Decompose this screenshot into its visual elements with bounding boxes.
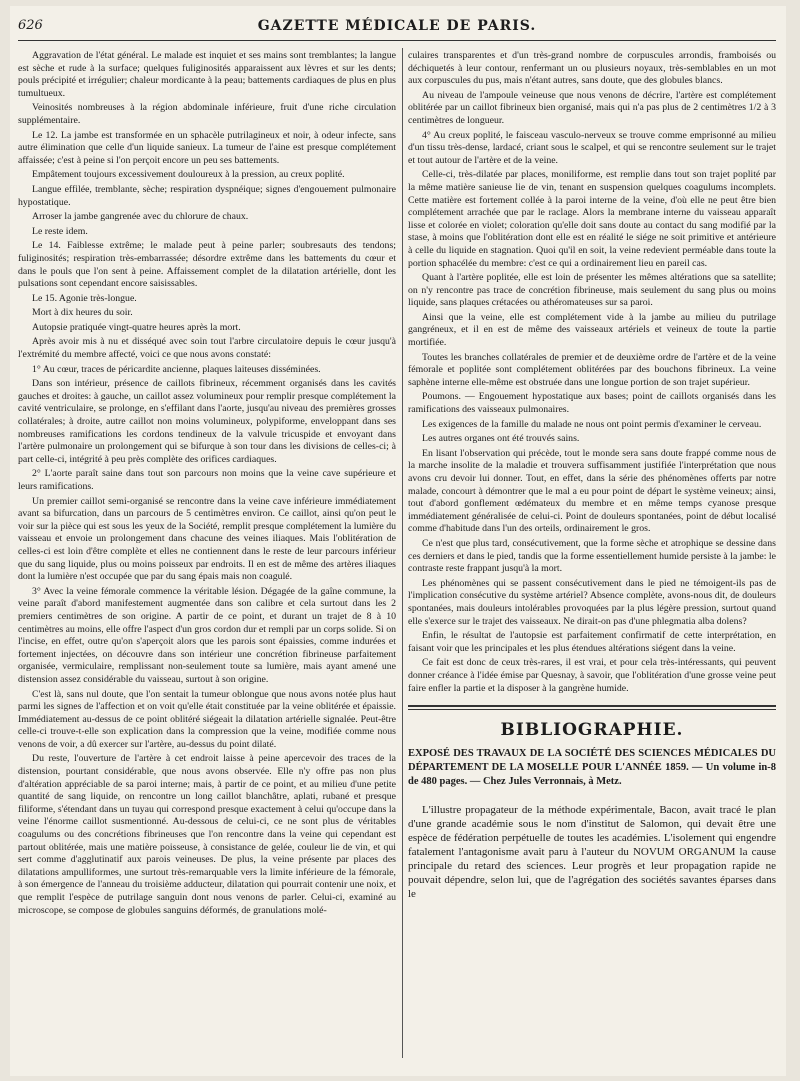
section-rule-thin	[408, 709, 776, 710]
column-divider	[402, 48, 403, 1058]
bibliography-title: BIBLIOGRAPHIE.	[500, 720, 684, 741]
paragraph: Poumons. — Engouement hypostatique aux bases; point de caillots organisés dans les ramifications des vaisseaux pulmonaires.	[408, 391, 776, 416]
section-rule	[408, 705, 776, 707]
paragraph: Celle-ci, très-dilatée par places, moniliforme, est remplie dans tout son trajet poplité par la même matière sanieuse lie de vin, tenant en suspension quelques coagulums incomplets. Cette matière est fortement collée à la paroi interne de la veine, d'où elle ne peut être bien complétement arrachée que par le raclage. Alors la membrane interne du vaisseau apparaît lisse et colorée en violet; coloration qu'elle doit sans doute au contact du sang modifié par la stase, à moins que l'oblitération dont elle est en réalité le siége ne soit primitive et antérieure à celle du liquide en stagnation. Quoi qu'il en soit, la veine redevient perméable dans toute la portion sphacélée du membre: c'est ce qui a ordinairement lieu en pareil cas.	[408, 169, 776, 269]
paragraph: Le reste idem.	[32, 225, 88, 237]
paragraph: Aggravation de l'état général. Le malade est inquiet et ses mains sont tremblantes; la langue est sèche et rude à la surface; quelques fuliginosités apparaissent aux lèvres et sur les dents; pouls précipité et irrégulier; chaleur mordicante à la peau; battements cardiaques de plus en plus tumultueux.	[18, 50, 396, 99]
paragraph: Ce n'est que plus tard, consécutivement, que la forme sèche et atrophique se dessine dans ces derniers et dans le pied, tandis que la forme essentiellement humide persiste à la jambe: le contraste reste frappant jusqu'à la mort.	[408, 537, 776, 575]
paragraph: Langue effilée, tremblante, sèche; respiration dyspnéique; signes d'engouement pulmonaire hypostatique.	[18, 183, 396, 208]
right-column	[408, 50, 776, 903]
left-column	[18, 50, 396, 919]
paragraph: Toutes les branches collatérales de premier et de deuxième ordre de l'artère et de la veine fémorale et poplitée sont complétement oblitérées par des bouchons fibrineux. La veine saphène interne elle-même est obstruée dans une longue portion de son trajet supérieur.	[408, 351, 776, 388]
paragraph: Enfin, le résultat de l'autopsie est parfaitement confirmatif de cette interprétation, en faisant voir que les principales et les plus étendues altérations siégent dans la veine.	[408, 630, 776, 654]
paragraph: 4° Au creux poplité, le faisceau vasculo-nerveux se trouve comme emprisonné au milieu d'un tissu très-dense, lardacé, criant sous le scalpel, et qui se rencontre seulement sur le trajet et tout autour de l'artère et de la veine.	[408, 129, 776, 166]
paragraph: Le 14. Faiblesse extrême; le malade peut à peine parler; soubresauts des tendons; fuliginosités; respiration très-embarrassée; désordre extrême dans les battements du cœur et dans le pouls que l'on sent à peine. Affaissement complet de la dilatation artérielle, dont les pulsations sont cependant encore saisissables.	[18, 240, 396, 290]
page-header	[18, 18, 776, 41]
paragraph: Au niveau de l'ampoule veineuse que nous venons de décrire, l'artère est complétement oblitérée par un caillot fibrineux bien organisé, mais qui n'a pas plus de 2 centimètres 1/2 à 3 centimètres de longueur.	[408, 89, 776, 126]
paragraph: Du reste, l'ouverture de l'artère à cet endroit laisse à peine apercevoir des traces de la distension, pourtant considérable, que nous avons observée. Elle n'y offre pas non plus d'altération appréciable de sa paroi interne; mais, à partir de ce point, et au milieu d'une petite quantité de sang liquide, on rencontre un long caillot blanchâtre, aplati, rubané et presque filiforme, s'étendant dans un tuyau qui correspond presque exactement à celui qu'occupe dans la veine l'énorme caillot susmentionné. Au-dessous de celui-ci, ce ne sont plus de véritables coagulums ou des concrétions fibrineuses que l'on rencontre dans la veine qui cependant est partout oblitérée, mais une matière poisseuse, à consistance de gelée, couleur lie de vin, et qui sert comme d'agglutinatif aux parois veineuses. De plus, la veine présente par places des dilatations ampulliformes, une surtout très-remarquable vers la limite inférieure de la fémorale, à son émergence de l'anneau du troisième adducteur, dilatation qui pourrait contenir une noix, et que remplit l'espèce de putrilage sanguin dont nous venons de parler. Celui-ci, examiné au microscope, se compose de globules sanguins déformés, de granulations molé-	[18, 753, 396, 916]
bibliography-heading: EXPOSÉ DES TRAVAUX DE LA SOCIÉTÉ DES SCIENCES MÉDICALES DU DÉPARTEMENT DE LA MOSELLE POUR L'ANNÉE 1859. — Un volume in-8 de 480 pages. — Chez Jules Verronnais, à Metz.	[408, 747, 776, 787]
paragraph: Empâtement toujours excessivement douloureux à la pression, au creux poplité.	[32, 169, 345, 181]
paragraph: Les autres organes ont été trouvés sains.	[422, 433, 580, 445]
paragraph: Le 15. Agonie très-longue.	[32, 292, 137, 304]
page-number: 626	[18, 18, 43, 33]
newspaper-page	[10, 6, 786, 1076]
paragraph: Autopsie pratiquée vingt-quatre heures après la mort.	[32, 321, 241, 333]
paragraph: En lisant l'observation qui précède, tout le monde sera sans doute frappé comme nous de la marche insolite de la maladie et trouvera suffisamment justifiée l'interprétation que nous avons cru devoir lui donner. Tout, en effet, dans la série des phénomènes offerts par notre malade, concourt à démontrer que le mal a eu pour point de départ le système veineux; ainsi, tout d'abord gonflement œdémateux du membre et en même temps cyanose presque immédiatement généralisée de celui-ci. Point de douleurs spontanées, point de début localisé comme d'habitude dans l'un des orteils, ordinairement le gros.	[408, 447, 776, 535]
paragraph: 2° L'aorte paraît saine dans tout son parcours non moins que la veine cave supérieure et leurs ramifications.	[18, 468, 396, 492]
paragraph: Après avoir mis à nu et disséqué avec soin tout l'arbre circulatoire depuis le cœur jusqu'à l'extrémité du membre affecté, voici ce que nous avons constaté:	[18, 336, 396, 361]
paragraph: culaires transparentes et d'un très-grand nombre de corpuscules arrondis, framboisés ou déchiquetés à leur contour, renfermant un ou plusieurs noyaux, très-semblables en un mot aux corpuscules du pus, mais n'étant autres, sans doute, que des globules blancs.	[408, 50, 776, 87]
paragraph: Veinosités nombreuses à la région abdominale inférieure, fruit d'une riche circulation supplémentaire.	[18, 102, 396, 126]
paragraph: 3° Avec la veine fémorale commence la véritable lésion. Dégagée de la gaîne commune, la veine paraît d'abord manifestement augmentée dans son calibre et cela surtout dans les 2 premiers centimètres de son origine. A partir de ce point, et durant un trajet de 8 à 10 centimètres au moins, elle offre l'aspect d'un gros cordon dur et rempli par un corps solide. Si on l'incise, en effet, outre qu'on s'aperçoit alors que les parois sont épaissies, comme indurées et fortement injectées, on découvre dans son intérieur une concrétion fibrineuse parfaitement organisée, vermiculaire, remplissant non-seulement toute sa lumière, mais ayant amené une distension assez considérable du vaisseau, surtout à son origine.	[18, 585, 396, 685]
paragraph: Un premier caillot semi-organisé se rencontre dans la veine cave inférieure immédiatement avant sa bifurcation, dans un parcours de 5 centimètres environ. Ce caillot, ainsi qu'on peut le voir sur la pièce qui est sous les yeux de la Société, remplit presque complétement la lumière du vaisseau et envoie un prolongement dans chacune des veines iliaques. Mais l'oblitération de celles-ci est loin d'être complète et elles ne contiennent dans le reste de leur parcours inférieur que du sang liquide, plus ou moins poisseux par endroits. Il en est de même des artères iliaques dont la lumière n'est occupée que par du sang épais mais non coagulé.	[18, 495, 396, 583]
paragraph: Quant à l'artère poplitée, elle est loin de présenter les mêmes altérations que sa satellite; on n'y rencontre pas trace de concrétion fibrineuse, mais seulement du sang plus ou moins liquide, sans plaques crétacées ou athéromateuses sur sa paroi.	[408, 272, 776, 309]
paragraph: Arroser la jambe gangrenée avec du chlorure de chaux.	[32, 211, 249, 223]
paragraph: Les phénomènes qui se passent consécutivement dans le pied ne témoigent-ils pas de l'implication consécutive du système artériel? Absence complète, avons-nous dit, de douleurs spontanées, mais douleurs intolérables provoquées par la plus légère pression, surtout quand elle s'exerce sur le trajet des vaisseaux. Ne dirait-on pas d'une phlegmatia alba dolens?	[408, 577, 776, 627]
journal-title: GAZETTE MÉDICALE DE PARIS.	[257, 18, 537, 34]
paragraph: Ainsi que la veine, elle est complétement vide à la jambe au milieu du putrilage gangréneux, et il en est de même des vaisseaux artériels et veineux de toute la partie mortifiée.	[408, 311, 776, 349]
paragraph: Mort à dix heures du soir.	[32, 307, 133, 319]
paragraph: Dans son intérieur, présence de caillots fibrineux, récemment organisés dans les cavités gauches et droites: à gauche, un caillot assez volumineux pour remplir presque complétement la cavité ventriculaire, se prolonge, en s'effilant dans l'aorte, jusqu'au niveau des premières grosses collatérales; à droite, autre caillot non moins volumineux, polypiforme, enveloppant dans ses nombreuses ramifications les cordons tendineux de la valvule tricuspide et envoyant dans l'artère pulmonaire un prolongement qui se bifurque à son tour dans les divisions de celles-ci; à part celle-ci, intégrité à peu près complète des orifices cardiaques.	[18, 378, 396, 465]
paragraph: C'est là, sans nul doute, que l'on sentait la tumeur oblongue que nous avons notée plus haut parmi les signes de l'affection et on voit qu'elle était constituée par la veine oblitérée et épaissie. Immédiatement au-dessus de ce point oblitéré siégeait la dilatation artérielle signalée. Peut-être celle-ci trouve-t-elle son explication dans la compression que la veine, modifiée comme nous venons de voir, a dû exercer sur l'artère, au-dessus du point dilaté.	[18, 688, 396, 750]
paragraph: Ce fait est donc de ceux très-rares, il est vrai, et pour cela très-intéressants, qui peuvent donner créance à l'idée émise par Quesnay, à savoir, que l'oblitération d'une grosse veine peut faire enfler la partie et la disposer à la gangrène humide.	[408, 657, 776, 694]
paragraph: Le 12. La jambe est transformée en un sphacèle putrilagineux et noir, à odeur infecte, sans autre élimination que celle d'un liquide sanieux. La tumeur de l'aine est presque complétement affaissée; c'est à peine si l'on perçoit encore un peu ses battements.	[18, 129, 396, 166]
paragraph: 1° Au cœur, traces de péricardite ancienne, plaques laiteuses disséminées.	[32, 363, 321, 375]
bibliography-body: L'illustre propagateur de la méthode expérimentale, Bacon, avait tracé le plan d'une grande académie sous le nom d'institut de Salomon, qui devait être une espèce de fédération perpétuelle de toutes les académies. L'isolement qui engendre fatalement l'antagonisme avait paru à l'auteur du NOVUM ORGANUM la cause principale du retard des sciences. Leur progrès et leur propagation rapide ne pouvait dépendre, selon lui, que de l'agrégation des sociétés savantes éparses dans le	[408, 803, 776, 900]
paragraph: Les exigences de la famille du malade ne nous ont point permis d'examiner le cerveau.	[422, 418, 762, 430]
